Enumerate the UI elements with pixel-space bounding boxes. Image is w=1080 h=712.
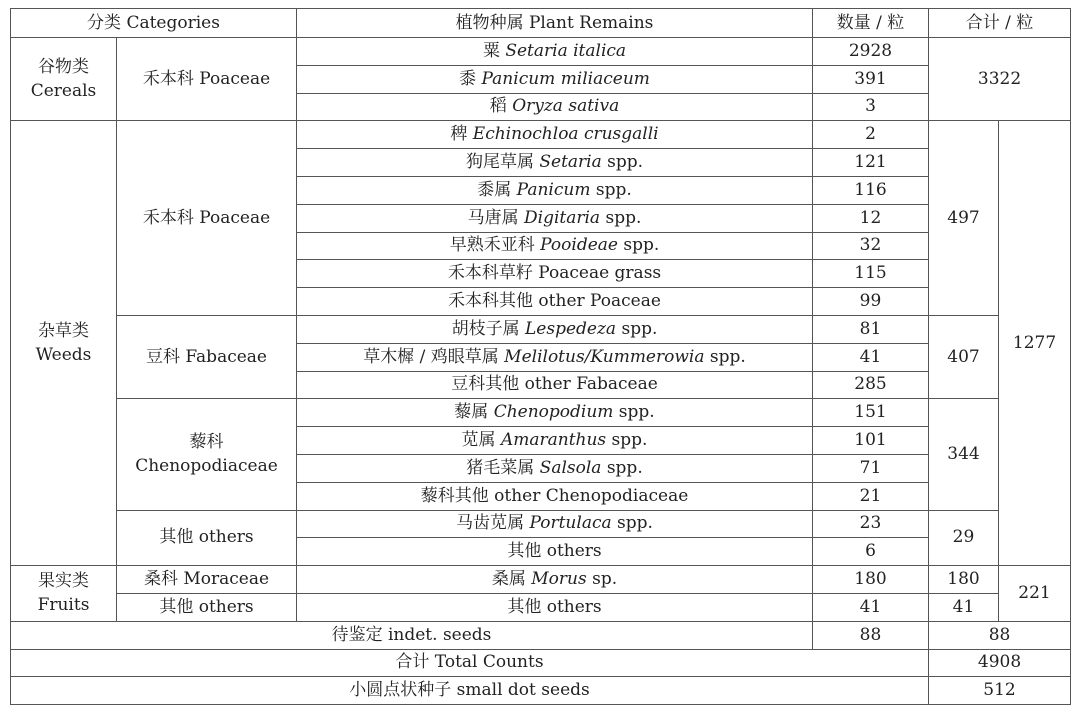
taxon-latin: Setaria italica	[505, 40, 627, 61]
taxon-name	[297, 121, 813, 149]
taxon-count: 41	[813, 593, 929, 621]
taxon-name	[297, 510, 813, 538]
taxon-zh: 其他	[507, 541, 542, 562]
taxon-zh: 稻	[489, 96, 507, 117]
category-fruits: 果实类 Fruits	[11, 566, 117, 622]
taxon-count: 6	[813, 538, 929, 566]
taxon-latin: Panicum	[516, 179, 591, 200]
taxon-zh: 其他	[507, 596, 542, 617]
taxon-zh: 胡枝子属	[451, 318, 520, 339]
header-count: 数量 / 粒	[813, 9, 929, 38]
taxon-name	[297, 288, 813, 316]
header-row	[11, 9, 1071, 38]
taxon-suffix: other Poaceae	[533, 291, 661, 312]
table-row	[11, 315, 1071, 343]
taxon-count: 21	[813, 482, 929, 510]
taxon-latin: Salsola	[539, 457, 602, 478]
subtotal-weeds-others: 29	[929, 510, 999, 566]
taxon-name	[297, 566, 813, 594]
taxon-latin: Digitaria	[524, 207, 601, 228]
taxon-suffix: spp.	[590, 179, 632, 200]
taxon-suffix: spp.	[606, 430, 648, 451]
taxon-count: 101	[813, 427, 929, 455]
taxon-latin: Lespedeza	[525, 318, 617, 339]
indet-label: 待鉴定 indet. seeds	[11, 621, 813, 649]
family-fruits-moraceae: 桑科 Moraceae	[117, 566, 297, 594]
table-row	[11, 566, 1071, 594]
family-weeds-chenopodiaceae: 藜科 Chenopodiaceae	[117, 399, 297, 510]
header-plant-remains: 植物种属 Plant Remains	[297, 9, 813, 38]
taxon-count: 115	[813, 260, 929, 288]
header-category: 分类 Categories	[11, 9, 297, 38]
taxon-name	[297, 204, 813, 232]
taxon-zh: 草木樨 / 鸡眼草属	[363, 346, 499, 367]
header-total: 合计 / 粒	[929, 9, 1071, 38]
taxon-zh: 豆科其他	[451, 374, 520, 395]
table-row	[11, 121, 1071, 149]
taxon-suffix: other Fabaceae	[519, 374, 658, 395]
total-cereals: 3322	[929, 38, 1071, 121]
taxon-count: 99	[813, 288, 929, 316]
total-counts-label: 合计 Total Counts	[11, 649, 929, 677]
family-fruits-others: 其他 others	[117, 593, 297, 621]
taxon-suffix: others	[541, 541, 602, 562]
taxon-latin: Melilotus/Kummerowia	[504, 346, 705, 367]
subtotal-fruits-moraceae: 180	[929, 566, 999, 594]
taxon-count: 81	[813, 315, 929, 343]
taxon-zh: 早熟禾亚科	[449, 235, 535, 256]
taxon-zh: 藜科其他	[420, 485, 489, 506]
taxon-name	[297, 593, 813, 621]
subtotal-weeds-poaceae: 497	[929, 121, 999, 316]
taxon-count: 116	[813, 176, 929, 204]
taxon-latin: Panicum miliaceum	[481, 68, 650, 89]
taxon-name	[297, 93, 813, 121]
taxon-suffix: sp.	[586, 569, 618, 590]
taxon-count: 32	[813, 232, 929, 260]
taxon-zh: 猪毛菜属	[466, 457, 535, 478]
taxon-name	[297, 399, 813, 427]
taxon-suffix: other Chenopodiaceae	[488, 485, 689, 506]
taxon-name	[297, 482, 813, 510]
taxon-latin: Echinochloa crusgalli	[472, 124, 659, 145]
taxon-count: 3	[813, 93, 929, 121]
taxon-name	[297, 343, 813, 371]
taxon-zh: 马齿苋属	[456, 513, 525, 534]
taxon-count: 2928	[813, 38, 929, 66]
total-counts-value: 4908	[929, 649, 1071, 677]
taxon-suffix: Poaceae grass	[532, 263, 662, 284]
total-weeds: 1277	[999, 121, 1071, 566]
taxon-count: 2	[813, 121, 929, 149]
table-row	[11, 510, 1071, 538]
taxon-zh: 苋属	[461, 430, 496, 451]
table-row	[11, 621, 1071, 649]
taxon-latin: Setaria	[539, 152, 602, 173]
family-weeds-poaceae: 禾本科 Poaceae	[117, 121, 297, 316]
taxon-zh: 禾本科草籽	[447, 263, 533, 284]
taxon-suffix: spp.	[611, 513, 653, 534]
taxon-name	[297, 315, 813, 343]
taxon-latin: Portulaca	[529, 513, 612, 534]
small-dot-label: 小圆点状种子 small dot seeds	[11, 677, 929, 705]
taxon-zh: 稗	[450, 124, 468, 145]
taxon-count: 71	[813, 454, 929, 482]
taxon-suffix: spp.	[601, 152, 644, 173]
subtotal-weeds-fabaceae: 407	[929, 315, 999, 398]
taxon-zh: 黍属	[477, 179, 512, 200]
taxon-name	[297, 538, 813, 566]
taxon-count: 12	[813, 204, 929, 232]
taxon-name	[297, 371, 813, 399]
taxon-suffix: spp.	[601, 457, 643, 478]
table-row	[11, 649, 1071, 677]
taxon-latin: Chenopodium	[493, 402, 614, 423]
table-row	[11, 38, 1071, 66]
taxon-name	[297, 38, 813, 66]
taxon-name	[297, 65, 813, 93]
taxon-suffix: spp.	[613, 402, 655, 423]
taxon-name	[297, 454, 813, 482]
taxon-count: 121	[813, 149, 929, 177]
taxon-zh: 禾本科其他	[448, 291, 534, 312]
plant-remains-table	[10, 8, 1071, 705]
taxon-count: 391	[813, 65, 929, 93]
taxon-suffix: others	[541, 596, 602, 617]
taxon-suffix: spp.	[617, 235, 660, 256]
taxon-count: 285	[813, 371, 929, 399]
family-cereals-poaceae: 禾本科 Poaceae	[117, 38, 297, 121]
taxon-suffix: spp.	[600, 207, 642, 228]
taxon-latin: Pooideae	[540, 235, 618, 256]
taxon-zh: 黍	[459, 68, 477, 89]
taxon-suffix: spp.	[704, 346, 746, 367]
small-dot-value: 512	[929, 677, 1071, 705]
taxon-zh: 藜属	[454, 402, 489, 423]
family-weeds-fabaceae: 豆科 Fabaceae	[117, 315, 297, 398]
taxon-name	[297, 427, 813, 455]
taxon-latin: Amaranthus	[500, 430, 607, 451]
taxon-name	[297, 149, 813, 177]
subtotal-weeds-chenopodiaceae: 344	[929, 399, 999, 510]
table-row	[11, 593, 1071, 621]
taxon-name	[297, 176, 813, 204]
indet-total: 88	[929, 621, 1071, 649]
taxon-suffix: spp.	[616, 318, 658, 339]
category-cereals: 谷物类 Cereals	[11, 38, 117, 121]
taxon-zh: 狗尾草属	[465, 152, 534, 173]
taxon-count: 151	[813, 399, 929, 427]
taxon-count: 23	[813, 510, 929, 538]
taxon-latin: Oryza sativa	[512, 96, 620, 117]
taxon-zh: 马唐属	[467, 207, 519, 228]
taxon-name	[297, 232, 813, 260]
total-fruits: 221	[999, 566, 1071, 622]
taxon-zh: 粟	[482, 40, 500, 61]
family-weeds-others: 其他 others	[117, 510, 297, 566]
table-row	[11, 399, 1071, 427]
taxon-zh: 桑属	[491, 569, 526, 590]
taxon-count: 41	[813, 343, 929, 371]
subtotal-fruits-others: 41	[929, 593, 999, 621]
taxon-name	[297, 260, 813, 288]
indet-count: 88	[813, 621, 929, 649]
taxon-count: 180	[813, 566, 929, 594]
category-weeds: 杂草类 Weeds	[11, 121, 117, 566]
taxon-latin: Morus	[531, 569, 587, 590]
table-row	[11, 677, 1071, 705]
